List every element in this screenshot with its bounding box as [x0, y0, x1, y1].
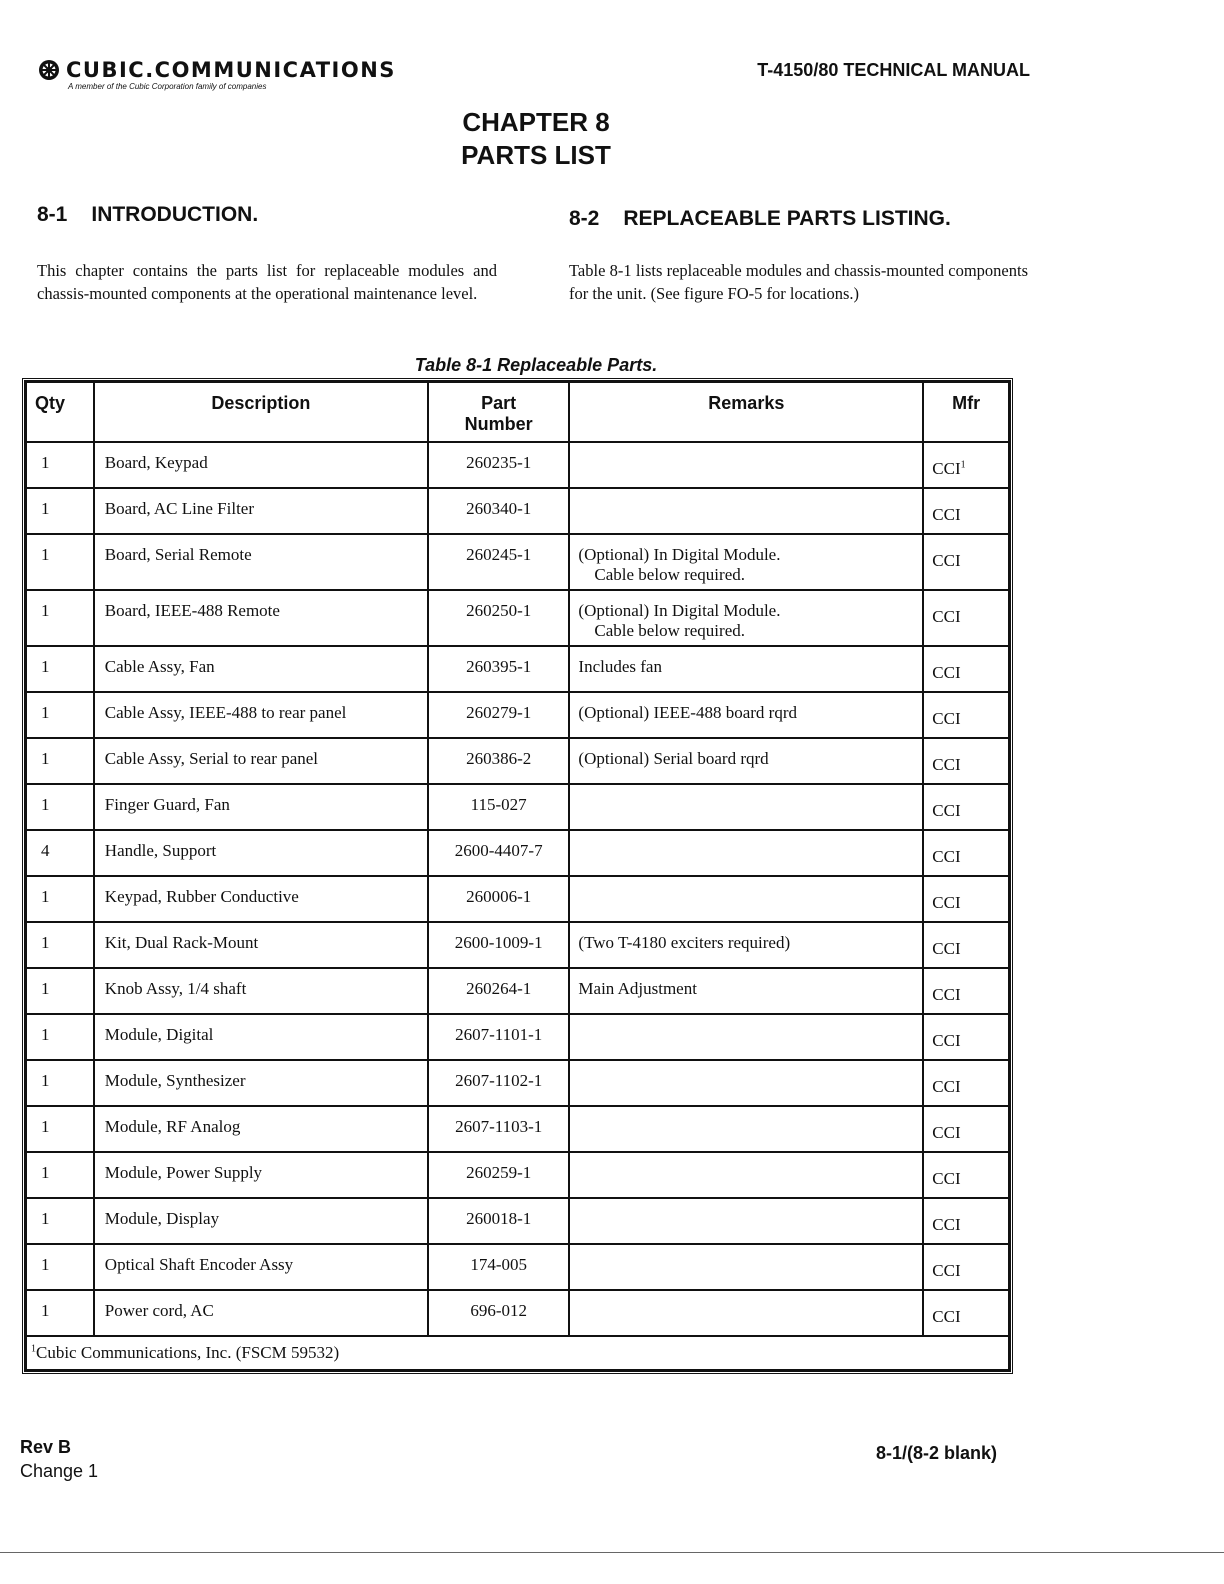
mfr-code: CCI	[932, 847, 961, 866]
table-row	[26, 1152, 1009, 1198]
mfr-code: CCI	[932, 755, 961, 774]
chapter-heading	[0, 106, 1072, 172]
cell-part-number: 2607-1102-1	[428, 1060, 569, 1106]
header-description: Description	[94, 382, 428, 442]
table-row	[26, 692, 1009, 738]
cell-mfr	[923, 784, 1009, 830]
footnote-marker: 1	[960, 459, 966, 471]
cell-qty: 1	[26, 784, 94, 830]
cell-mfr	[923, 1106, 1009, 1152]
mfr-code: CCI	[932, 1169, 961, 1188]
manual-title: T-4150/80 TECHNICAL MANUAL	[757, 60, 1030, 80]
table-row	[26, 488, 1009, 534]
cell-mfr	[923, 534, 1009, 590]
bottom-divider	[0, 1552, 1224, 1553]
table-row	[26, 646, 1009, 692]
mfr-code: CCI	[932, 663, 961, 682]
cell-mfr	[923, 830, 1009, 876]
cell-description: Module, Synthesizer	[94, 1060, 428, 1106]
cell-remarks	[569, 784, 923, 830]
section-number: 8-1	[37, 203, 68, 226]
cell-mfr	[923, 1060, 1009, 1106]
brand-name: CUBIC.COMMUNICATIONS	[66, 58, 396, 82]
section-heading-replaceable-parts	[569, 207, 951, 231]
revision-label: Rev B	[20, 1437, 72, 1457]
parts-table	[25, 381, 1010, 1371]
cell-part-number: 260395-1	[428, 646, 569, 692]
table-header-row	[26, 382, 1009, 442]
remarks-continuation: Cable below required.	[594, 565, 745, 584]
change-label: Change 1	[20, 1461, 99, 1481]
cell-remarks	[569, 646, 923, 692]
cell-mfr	[923, 1198, 1009, 1244]
cell-remarks	[569, 830, 923, 876]
mfr-code: CCI	[932, 459, 961, 478]
cell-description: Board, AC Line Filter	[94, 488, 428, 534]
section-body-introduction: This chapter contains the parts list for replaceable modules and chassis-mounted components at the operational maintenance level.	[37, 261, 497, 303]
cell-description: Module, RF Analog	[94, 1106, 428, 1152]
revision-block	[20, 1435, 98, 1483]
chapter-number: CHAPTER 8	[462, 107, 610, 137]
footnote-row	[26, 1336, 1009, 1370]
cell-qty: 1	[26, 1106, 94, 1152]
cell-remarks	[569, 692, 923, 738]
cell-description: Cable Assy, Fan	[94, 646, 428, 692]
mfr-code: CCI	[932, 1261, 961, 1280]
remarks-continuation: Cable below required.	[594, 621, 745, 640]
table-row	[26, 922, 1009, 968]
cell-qty: 1	[26, 1060, 94, 1106]
cell-qty: 1	[26, 488, 94, 534]
cell-part-number: 260018-1	[428, 1198, 569, 1244]
mfr-code: CCI	[932, 939, 961, 958]
cell-qty: 1	[26, 1152, 94, 1198]
cell-description: Power cord, AC	[94, 1290, 428, 1336]
cell-remarks	[569, 738, 923, 784]
cell-mfr	[923, 968, 1009, 1014]
header-qty: Qty	[26, 382, 94, 442]
cell-qty: 1	[26, 1198, 94, 1244]
cell-remarks	[569, 442, 923, 488]
cell-description: Knob Assy, 1/4 shaft	[94, 968, 428, 1014]
cell-remarks	[569, 1244, 923, 1290]
cell-description: Cable Assy, Serial to rear panel	[94, 738, 428, 784]
cell-part-number: 696-012	[428, 1290, 569, 1336]
cell-mfr	[923, 1152, 1009, 1198]
cell-mfr	[923, 590, 1009, 646]
cell-remarks	[569, 488, 923, 534]
section-heading-introduction	[37, 203, 258, 227]
cell-part-number: 260386-2	[428, 738, 569, 784]
section-number: 8-2	[569, 207, 600, 230]
cell-qty: 1	[26, 738, 94, 784]
cell-description: Module, Digital	[94, 1014, 428, 1060]
table-row	[26, 1198, 1009, 1244]
cell-remarks	[569, 1060, 923, 1106]
mfr-code: CCI	[932, 505, 961, 524]
table-row	[26, 968, 1009, 1014]
table-row	[26, 784, 1009, 830]
cell-mfr	[923, 442, 1009, 488]
cell-part-number: 260245-1	[428, 534, 569, 590]
mfr-code: CCI	[932, 709, 961, 728]
cell-description: Optical Shaft Encoder Assy	[94, 1244, 428, 1290]
cell-remarks	[569, 1014, 923, 1060]
parts-table-body	[26, 442, 1009, 1336]
table-row	[26, 442, 1009, 488]
table-row	[26, 1290, 1009, 1336]
remarks-text: Main Adjustment	[578, 979, 697, 998]
cell-qty: 1	[26, 692, 94, 738]
table-row	[26, 830, 1009, 876]
cell-qty: 1	[26, 1014, 94, 1060]
cell-mfr	[923, 646, 1009, 692]
cell-part-number: 260235-1	[428, 442, 569, 488]
cell-mfr	[923, 738, 1009, 784]
cell-part-number: 115-027	[428, 784, 569, 830]
mfr-code: CCI	[932, 1307, 961, 1326]
cell-part-number: 260259-1	[428, 1152, 569, 1198]
cell-mfr	[923, 876, 1009, 922]
remarks-text: (Optional) IEEE-488 board rqrd	[578, 703, 797, 722]
mfr-code: CCI	[932, 985, 961, 1004]
mfr-code: CCI	[932, 1123, 961, 1142]
mfr-code: CCI	[932, 893, 961, 912]
header-mfr: Mfr	[923, 382, 1009, 442]
cell-qty: 1	[26, 1290, 94, 1336]
cell-part-number: 2600-1009-1	[428, 922, 569, 968]
remarks-text: Includes fan	[578, 657, 662, 676]
cell-qty: 1	[26, 590, 94, 646]
cell-description: Finger Guard, Fan	[94, 784, 428, 830]
section-body-replaceable-parts: Table 8-1 lists replaceable modules and chassis-mounted components for the unit. (See figure FO-5 for locations.)	[569, 261, 1028, 303]
table-row	[26, 534, 1009, 590]
cell-remarks	[569, 1152, 923, 1198]
cell-qty: 4	[26, 830, 94, 876]
cell-qty: 1	[26, 534, 94, 590]
mfr-code: CCI	[932, 551, 961, 570]
cell-part-number: 260340-1	[428, 488, 569, 534]
cell-remarks	[569, 922, 923, 968]
mfr-code: CCI	[932, 801, 961, 820]
table-row	[26, 1060, 1009, 1106]
cell-part-number: 2600-4407-7	[428, 830, 569, 876]
cell-qty: 1	[26, 922, 94, 968]
cell-part-number: 260250-1	[428, 590, 569, 646]
cell-part-number: 260264-1	[428, 968, 569, 1014]
table-row	[26, 1244, 1009, 1290]
table-row	[26, 1106, 1009, 1152]
cell-remarks	[569, 1106, 923, 1152]
cell-part-number: 2607-1103-1	[428, 1106, 569, 1152]
cell-part-number: 260006-1	[428, 876, 569, 922]
cell-description: Module, Display	[94, 1198, 428, 1244]
chapter-title: PARTS LIST	[461, 140, 611, 170]
cell-mfr	[923, 1290, 1009, 1336]
mfr-code: CCI	[932, 1215, 961, 1234]
cell-mfr	[923, 922, 1009, 968]
table-row	[26, 1014, 1009, 1060]
cell-description: Board, Keypad	[94, 442, 428, 488]
cell-description: Kit, Dual Rack-Mount	[94, 922, 428, 968]
table-row	[26, 738, 1009, 784]
cell-qty: 1	[26, 876, 94, 922]
cell-qty: 1	[26, 1244, 94, 1290]
table-row	[26, 590, 1009, 646]
section-title: REPLACEABLE PARTS LISTING.	[623, 207, 951, 230]
header-part-number: Part Number	[428, 382, 569, 442]
cell-remarks	[569, 968, 923, 1014]
parts-table-frame	[22, 378, 1013, 1374]
remarks-text: (Optional) Serial board rqrd	[578, 749, 769, 768]
cell-remarks	[569, 1198, 923, 1244]
cell-mfr	[923, 692, 1009, 738]
cell-description: Module, Power Supply	[94, 1152, 428, 1198]
cell-description: Board, IEEE-488 Remote	[94, 590, 428, 646]
cell-remarks	[569, 534, 923, 590]
mfr-code: CCI	[932, 1031, 961, 1050]
table-caption: Table 8-1 Replaceable Parts.	[414, 355, 658, 375]
cell-part-number: 174-005	[428, 1244, 569, 1290]
cell-qty: 1	[26, 968, 94, 1014]
brand-tagline: A member of the Cubic Corporation family of companies	[68, 82, 267, 91]
table-footnote: $^1$Cubic Communications, Inc. (FSCM 59532)	[26, 1336, 1009, 1370]
table-row	[26, 876, 1009, 922]
cell-mfr	[923, 1014, 1009, 1060]
remarks-text: (Two T-4180 exciters required)	[578, 933, 791, 952]
page-header-brand	[38, 58, 396, 91]
cell-qty: 1	[26, 442, 94, 488]
cell-part-number: 2607-1101-1	[428, 1014, 569, 1060]
cell-description: Board, Serial Remote	[94, 534, 428, 590]
cell-remarks	[569, 590, 923, 646]
mfr-code: CCI	[932, 1077, 961, 1096]
cell-mfr	[923, 488, 1009, 534]
remarks-text: (Optional) In Digital Module.	[578, 545, 781, 564]
cell-remarks	[569, 1290, 923, 1336]
cell-description: Cable Assy, IEEE-488 to rear panel	[94, 692, 428, 738]
section-title: INTRODUCTION.	[91, 203, 259, 226]
remarks-text: (Optional) In Digital Module.	[578, 601, 781, 620]
cell-description: Handle, Support	[94, 830, 428, 876]
cell-mfr	[923, 1244, 1009, 1290]
cubic-logo-icon	[38, 59, 60, 81]
cell-part-number: 260279-1	[428, 692, 569, 738]
header-remarks: Remarks	[569, 382, 923, 442]
mfr-code: CCI	[932, 607, 961, 626]
cell-description: Keypad, Rubber Conductive	[94, 876, 428, 922]
page-number: 8-1/(8-2 blank)	[876, 1443, 998, 1463]
cell-qty: 1	[26, 646, 94, 692]
cell-remarks	[569, 876, 923, 922]
